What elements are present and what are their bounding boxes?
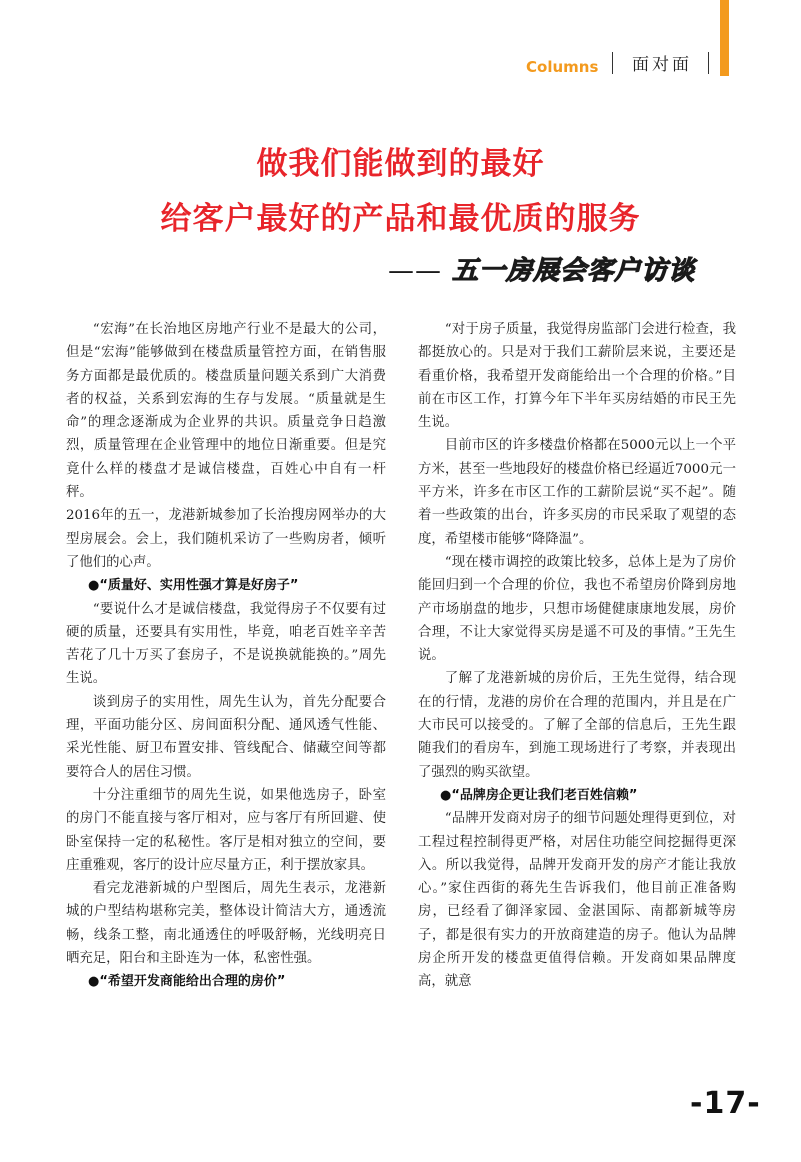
paragraph: 看完龙港新城的户型图后，周先生表示，龙港新城的户型结构堪称完美，整体设计简洁大方，通透流畅，线条工整，南北通透住的呼吸舒畅，光线明亮日晒充足，阳台和主卧连为一体，私密性强。: [66, 881, 386, 967]
header-separator: [612, 52, 613, 74]
paragraph: “对于房子质量，我觉得房监部门会进行检查，我都挺放心的。只是对于我们工薪阶层来说，主要还是看重价格，我希望开发商能给出一个合理的价格。”目前在市区工作，打算今年下半年买房结婚的市民王先生说。: [418, 322, 736, 431]
paragraph: “要说什么才是诚信楼盘，我觉得房子不仅要有过硬的质量，还要具有实用性，毕竟，咱老百姓辛辛苦苦花了几十万买了套房子，不是说换就能换的。”周先生说。: [66, 601, 386, 687]
paragraph: “品牌开发商对房子的细节问题处理得更到位，对工程过程控制得更严格，对居住功能空间挖掘得更深入。所以我觉得，品牌开发商开发的房产才能让我放心。”家住西街的蒋先生告诉我们，他目前正准备购房，已经看了御泽家园、金湛国际、南都新城等房子，都是很有实力的开放商建造的房子。他认为品牌房企所开发的楼盘更值得信赖。开发商如果品牌度高，就意: [418, 811, 736, 990]
article-subtitle: [388, 250, 695, 287]
paragraph: “现在楼市调控的政策比较多，总体上是为了房价能回归到一个合理的价位，我也不希望房价降到房地产市场崩盘的地步，只想市场健健康康地发展，房价合理，不让大家觉得买房是遥不可及的事情。”王先生说。: [418, 554, 736, 664]
paragraph: 十分注重细节的周先生说，如果他选房子，卧室的房门不能直接与客厅相对，应与客厅有所回避、使卧室保持一定的私秘性。客厅是相对独立的空间，要庄重雅观，客厅的设计应尽量方正，利于摆放家具。: [66, 787, 386, 873]
article-title-line1: 做我们能做到的最好: [256, 146, 545, 182]
paragraph: 目前市区的许多楼盘价格都在5000元以上一个平方米，甚至一些地段好的楼盘价格已经逼近7000元一平方米，许多在市区工作的工薪阶层说“买不起”。随着一些政策的出台，许多买房的市民采取了观望的态度，希望楼市能够“降降温”。: [418, 438, 736, 547]
accent-bar: [720, 0, 729, 76]
section-heading: ●“质量好、实用性强才算是好房子”: [88, 578, 299, 594]
subtitle-dash: ——: [388, 256, 442, 286]
section-heading: ●“希望开发商能给出合理的房价”: [88, 974, 286, 990]
subtitle-text: 五一房展会客户访谈: [452, 256, 696, 286]
header-columns-label: Columns: [526, 58, 599, 76]
header-separator: [708, 52, 709, 74]
left-column: [66, 318, 386, 994]
paragraph: 2016年的五一，龙港新城参加了长治搜房网举办的大型房展会。会上，我们随机采访了一些购房者，倾听了他们的心声。: [66, 508, 386, 570]
paragraph: 了解了龙港新城的房价后，王先生觉得，结合现在的行情，龙港的房价在合理的范围内，并且是在广大市民可以接受的。了解了全部的信息后，王先生跟随我们的看房车，到施工现场进行了考察，并表现出了强烈的购买欲望。: [418, 671, 736, 780]
right-column: [418, 318, 736, 994]
paragraph: 谈到房子的实用性，周先生认为，首先分配要合理，平面功能分区、房间面积分配、通风透气性能、采光性能、厨卫布置安排、管线配合、储藏空间等都要符合人的居住习惯。: [66, 694, 386, 780]
article-title-line2: 给客户最好的产品和最优质的服务: [160, 201, 641, 237]
paragraph: “宏海”在长治地区房地产行业不是最大的公司，但是“宏海”能够做到在楼盘质量管控方面，在销售服务方面都是最优质的。楼盘质量问题关系到广大消费者的权益，关系到宏海的生存与发展。“质量就是生命”的理念逐渐成为企业界的共识。质量竞争日趋激烈，质量管理在企业管理中的地位日渐重要。但是究竟什么样的楼盘才是诚信楼盘，百姓心中自有一杆秤。: [66, 322, 386, 501]
header-section-label: 面对面: [632, 55, 692, 75]
section-heading: ●“品牌房企更让我们老百姓信赖”: [440, 787, 638, 803]
page-number: -17-: [690, 1086, 761, 1121]
